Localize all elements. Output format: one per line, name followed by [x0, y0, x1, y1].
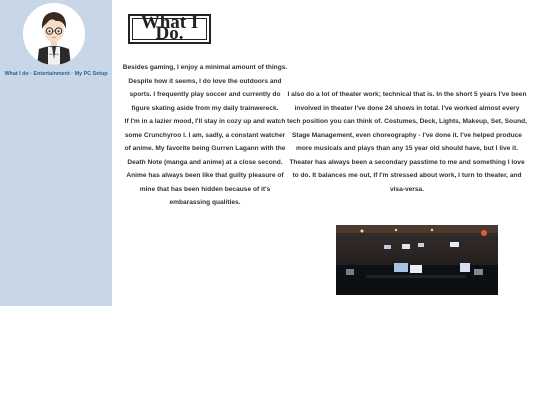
- nav-link-entertainment[interactable]: Entertainment: [33, 71, 70, 77]
- page-title: What I Do.: [140, 12, 199, 44]
- avatar-illustration: [23, 3, 85, 65]
- nav-link-pc-setup[interactable]: My PC Setup: [74, 71, 108, 77]
- paragraph-theater: I also do a lot of theater work; technical that is. In the short 5 years I've been involved in theater I've done 24 shows in total. I've worked almost every tech position you can think of. Costumes, Deck, Lights, Makeup, Set, Sound, Stage Management, even choreography - I've done it. I've helped produce more musicals and plays than any 15 year old should have, but I live it. Theater has always been a secondary passtime to me and something I love to do. It balances me out, If I'm stressed about work, I turn to theater, and visa-versa.: [287, 91, 527, 193]
- avatar: [23, 3, 85, 65]
- theater-photo: [336, 225, 498, 295]
- paragraph-anime: If I'm in a lazier mood, I'll stay in cozy up and watch some Crunchyroo l. I am, sadly, a constant watcher of anime. My favorite being Gurren Lagann with the Death Note (manga and anime) at a close second. Anime has always been like that guilty pleasure of mine that has been hidden because of it's embarassing qualities.: [124, 118, 286, 206]
- nav-separator: ·: [30, 71, 33, 77]
- nav-link-what-i-do[interactable]: What I do: [4, 71, 29, 77]
- shirt-text: kawaiiy: [49, 52, 59, 56]
- page-title-box: [128, 14, 211, 44]
- nav-links: [0, 71, 112, 77]
- left-column: [122, 61, 288, 210]
- sidebar: [0, 0, 112, 306]
- theater-photo-image: [336, 225, 498, 295]
- nav-separator: ·: [71, 71, 74, 77]
- paragraph-hobbies: Besides gaming, I enjoy a minimal amount of things. Despite how it seems, I do love the outdoors and sports. I frequently play soccer and currently do figure skating aside from my daily trainwereck.: [122, 64, 288, 112]
